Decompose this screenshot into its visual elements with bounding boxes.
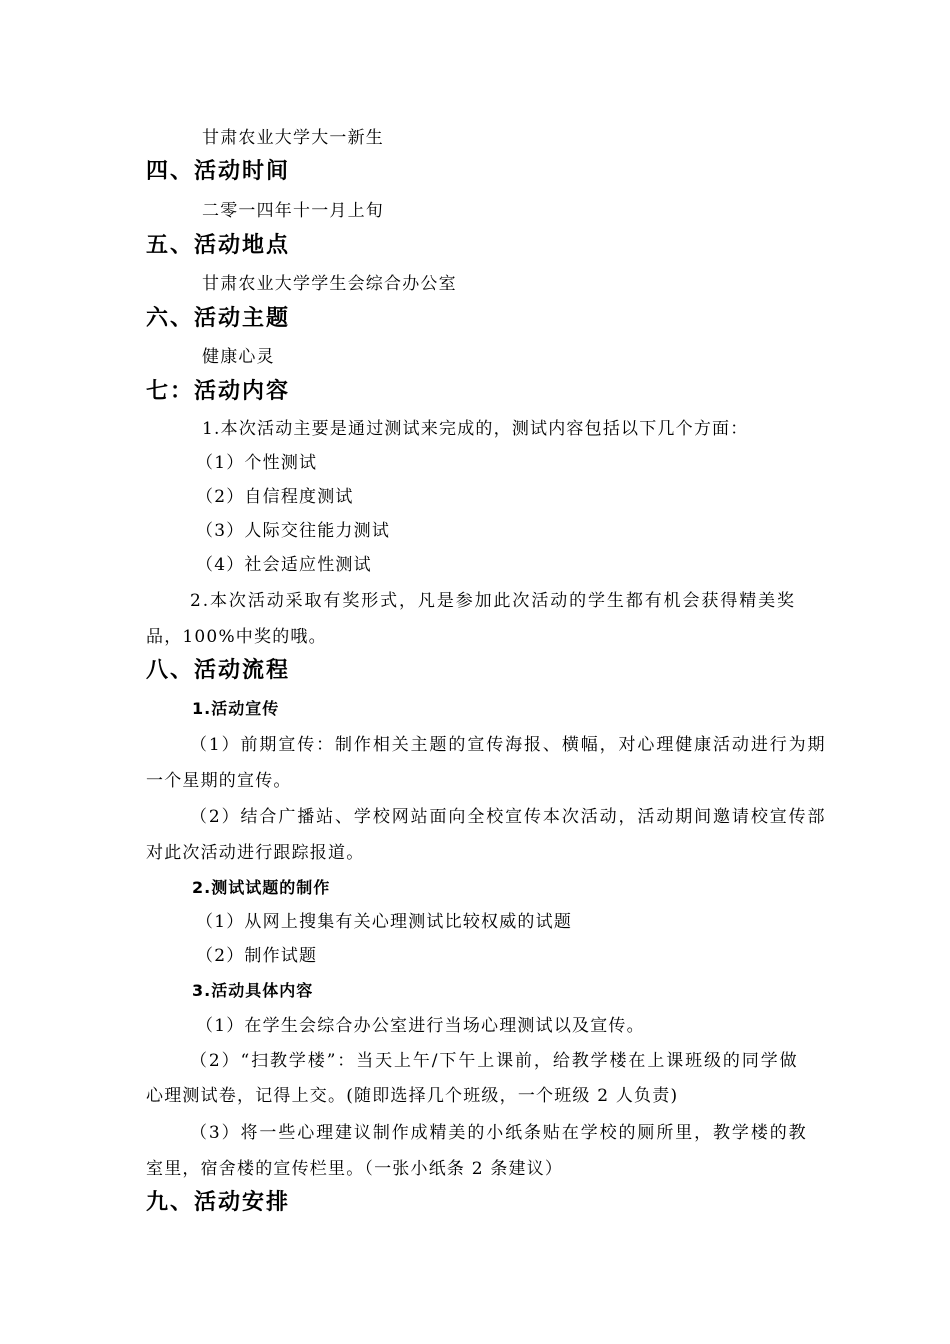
heading-activity-time: 四、活动时间 bbox=[146, 159, 291, 184]
step2-title: 2.测试试题的制作 bbox=[192, 878, 331, 897]
step3-title: 3.活动具体内容 bbox=[192, 981, 314, 1000]
step3-item-1: （1）在学生会综合办公室进行当场心理测试以及宣传。 bbox=[196, 1016, 645, 1036]
heading-activity-process: 八、活动流程 bbox=[146, 658, 291, 683]
step2-item-2: （2）制作试题 bbox=[196, 946, 318, 966]
activity-theme-text: 健康心灵 bbox=[202, 347, 275, 367]
content-note-line-2: 品，100%中奖的哦。 bbox=[146, 627, 327, 647]
step3-item-3-line-2: 室里，宿舍楼的宣传栏里。（一张小纸条 2 条建议） bbox=[146, 1159, 564, 1179]
step3-item-2-line-1: （2）“扫教学楼”：当天上午/下午上课前，给教学楼在上课班级的同学做 bbox=[190, 1051, 799, 1071]
step1-p2-line-1: （2）结合广播站、学校网站面向全校宣传本次活动，活动期间邀请校宣传部 bbox=[190, 807, 827, 827]
target-audience-text: 甘肃农业大学大一新生 bbox=[202, 128, 384, 148]
heading-activity-theme: 六、活动主题 bbox=[146, 306, 291, 331]
heading-activity-content: 七：活动内容 bbox=[146, 379, 291, 404]
content-item-1: （1）个性测试 bbox=[196, 453, 318, 473]
step3-item-3-line-1: （3）将一些心理建议制作成精美的小纸条贴在学校的厕所里，教学楼的教 bbox=[190, 1123, 808, 1143]
content-item-4: （4）社会适应性测试 bbox=[196, 555, 372, 575]
heading-activity-place: 五、活动地点 bbox=[146, 233, 291, 258]
content-item-2: （2）自信程度测试 bbox=[196, 487, 354, 507]
content-item-3: （3）人际交往能力测试 bbox=[196, 521, 391, 541]
content-intro: 1.本次活动主要是通过测试来完成的，测试内容包括以下几个方面： bbox=[202, 419, 749, 439]
step1-p1-line-1: （1）前期宣传：制作相关主题的宣传海报、横幅，对心理健康活动进行为期 bbox=[190, 735, 827, 755]
heading-activity-arrangement: 九、活动安排 bbox=[146, 1190, 291, 1215]
step2-item-1: （1）从网上搜集有关心理测试比较权威的试题 bbox=[196, 912, 573, 932]
step3-item-2-line-2: 心理测试卷，记得上交。(随即选择几个班级，一个班级 2 人负责) bbox=[146, 1086, 679, 1106]
activity-place-text: 甘肃农业大学学生会综合办公室 bbox=[202, 274, 457, 294]
step1-p1-line-2: 一个星期的宣传。 bbox=[146, 771, 292, 791]
activity-time-text: 二零一四年十一月上旬 bbox=[202, 201, 384, 221]
step1-title: 1.活动宣传 bbox=[192, 699, 280, 718]
step1-p2-line-2: 对此次活动进行跟踪报道。 bbox=[146, 843, 365, 863]
content-note-line-1: 2.本次活动采取有奖形式，凡是参加此次活动的学生都有机会获得精美奖 bbox=[190, 591, 796, 611]
